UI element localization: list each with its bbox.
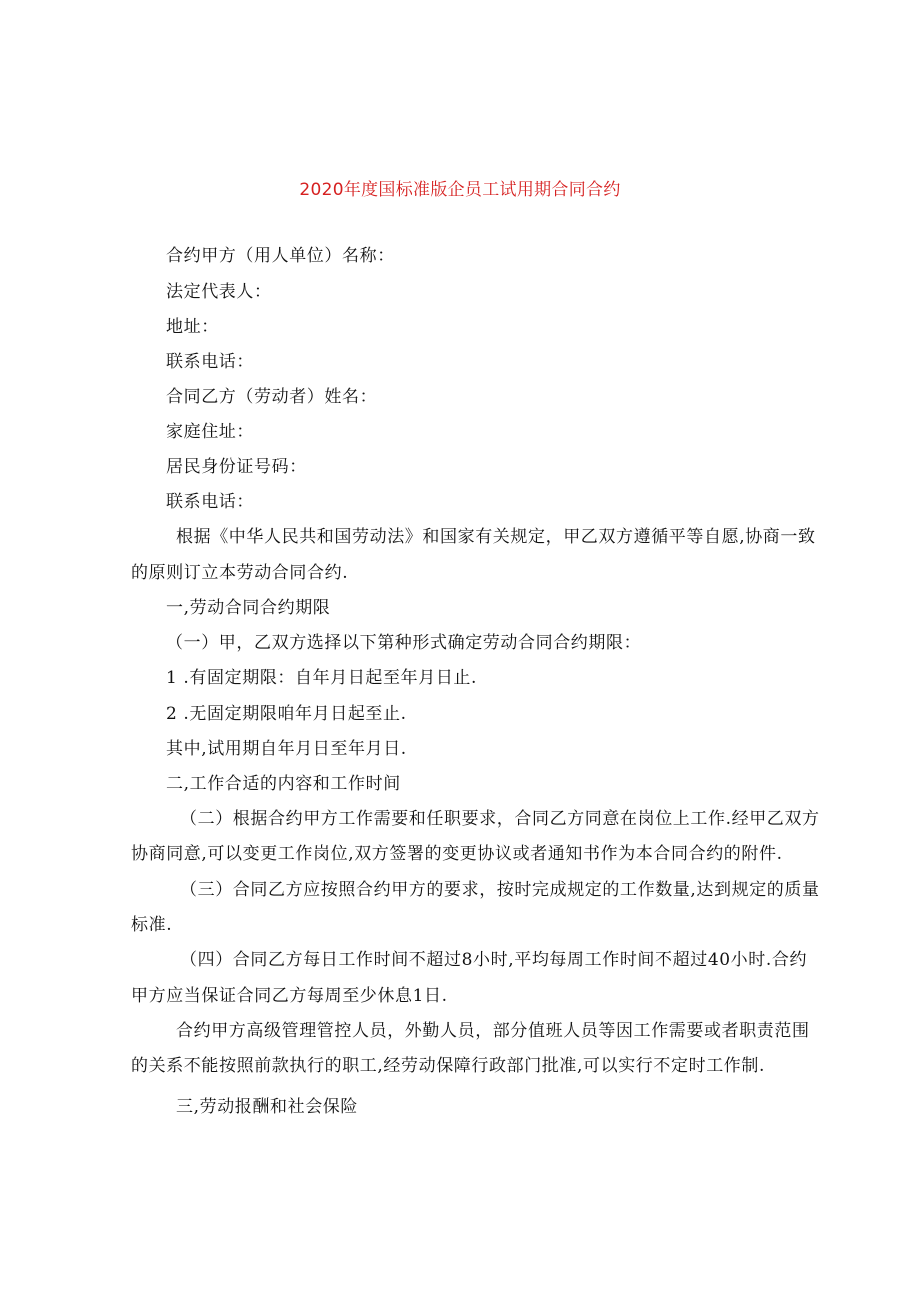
paragraph-line: （四）合同乙方每日工作时间不超过8小时,平均每周工作时间不超过40小时.合约 bbox=[180, 950, 808, 970]
paragraph-line: 根据《中华人民共和国劳动法》和国家有关规定，甲乙双方遵循平等自愿,协商一致 bbox=[176, 527, 816, 547]
party-b-phone-line: 联系电话： bbox=[166, 492, 254, 512]
party-b-name-line: 合同乙方（劳动者）姓名： bbox=[166, 387, 378, 407]
address-line: 地址： bbox=[166, 317, 219, 337]
paragraph-line: 的原则订立本劳动合同合约. bbox=[131, 563, 349, 583]
paragraph-line: 其中,试用期自年月日至年月日. bbox=[166, 739, 407, 759]
section-heading: 二,工作合适的内容和工作时间 bbox=[166, 774, 401, 794]
party-a-phone-line: 联系电话： bbox=[166, 352, 254, 372]
paragraph-line: （一）甲，乙双方选择以下第种形式确定劳动合同合约期限： bbox=[166, 633, 642, 653]
id-number-line: 居民身份证号码： bbox=[166, 457, 307, 477]
list-item: 2 .无固定期限咱年月日起至止. bbox=[166, 704, 407, 724]
paragraph-line: 合约甲方高级管理管控人员，外勤人员，部分值班人员等因工作需要或者职责范围 bbox=[176, 1021, 810, 1041]
paragraph-line: 标准. bbox=[131, 915, 173, 935]
legal-rep-line: 法定代表人： bbox=[166, 282, 272, 302]
home-address-line: 家庭住址： bbox=[166, 422, 254, 442]
paragraph-line: 协商同意,可以变更工作岗位,双方签署的变更协议或者通知书作为本合同合约的附件. bbox=[131, 844, 783, 864]
paragraph-line: 的关系不能按照前款执行的职工,经劳动保障行政部门批准,可以实行不定时工作制. bbox=[131, 1056, 766, 1076]
list-item: 1 .有固定期限：自年月日起至年月日止. bbox=[166, 668, 478, 688]
paragraph-line: 甲方应当保证合同乙方每周至少休息1日. bbox=[131, 986, 448, 1006]
section-heading: 三,劳动报酬和社会保险 bbox=[176, 1097, 359, 1117]
paragraph-line: （三）合同乙方应按照合约甲方的要求，按时完成规定的工作数量,达到规定的质量 bbox=[180, 880, 820, 900]
paragraph-line: （二）根据合约甲方工作需要和任职要求，合同乙方同意在岗位上工作.经甲乙双方 bbox=[180, 809, 820, 829]
document-title: 2020年度国标准版企员工试用期合同合约 bbox=[299, 180, 621, 200]
party-a-name-line: 合约甲方（用人单位）名称： bbox=[166, 246, 395, 266]
section-heading: 一,劳动合同合约期限 bbox=[166, 598, 331, 618]
